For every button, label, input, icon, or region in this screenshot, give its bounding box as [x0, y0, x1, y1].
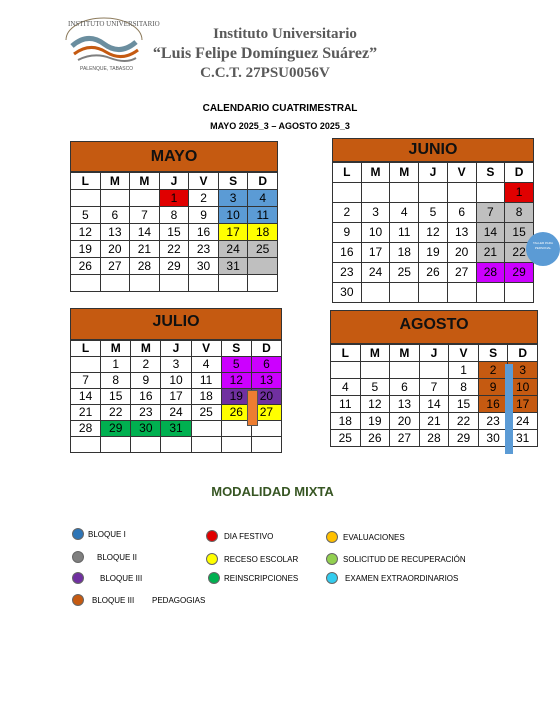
calendar-week-row [71, 373, 282, 389]
calendar-day-cell: 30 [189, 258, 219, 275]
institution-logo [58, 10, 160, 74]
calendar-day-cell: 1 [101, 357, 131, 373]
calendar-week-row [71, 258, 278, 275]
calendar-day-cell: 28 [419, 430, 449, 447]
calendar-day-cell: 16 [478, 396, 508, 413]
day-header: J [419, 345, 449, 362]
calendar-day-cell: 16 [333, 243, 362, 263]
month-header-junio: JUNIO [332, 138, 534, 162]
calendar-day-cell: 20 [100, 241, 130, 258]
block-bar-agosto [505, 364, 513, 454]
day-header: S [218, 173, 248, 190]
day-header: S [221, 341, 251, 357]
calendar-day-cell [476, 283, 505, 303]
calendar-day-cell: 24 [218, 241, 248, 258]
calendar-day-cell: 25 [248, 241, 278, 258]
calendar-day-cell: 13 [251, 373, 281, 389]
calendar-day-cell: 21 [71, 405, 101, 421]
calendar-day-cell: 5 [71, 207, 101, 224]
calendar-day-cell: 22 [449, 413, 479, 430]
day-header: L [71, 173, 101, 190]
legend-dot [326, 553, 338, 565]
calendar-week-row [71, 224, 278, 241]
day-header: J [159, 173, 189, 190]
calendar-day-cell [71, 357, 101, 373]
calendar-day-cell: 1 [505, 183, 534, 203]
calendar-day-cell: 23 [189, 241, 219, 258]
calendar-day-cell: 3 [361, 203, 390, 223]
calendar-day-cell: 4 [191, 357, 221, 373]
calendar-day-cell: 8 [159, 207, 189, 224]
calendar-day-cell: 7 [419, 379, 449, 396]
calendar-day-cell: 19 [360, 413, 390, 430]
day-header: M [390, 345, 420, 362]
calendar-day-cell: 22 [101, 405, 131, 421]
calendar-day-cell: 10 [218, 207, 248, 224]
calendar-day-cell [191, 437, 221, 453]
calendar-day-cell: 3 [161, 357, 191, 373]
calendar-day-cell: 30 [478, 430, 508, 447]
calendar-day-cell [333, 183, 362, 203]
calendar-day-cell: 15 [159, 224, 189, 241]
calendar-day-cell: 28 [130, 258, 160, 275]
calendar-day-cell: 29 [159, 258, 189, 275]
day-header: M [100, 173, 130, 190]
calendar-day-cell: 9 [189, 207, 219, 224]
calendar-day-cell: 19 [419, 243, 448, 263]
calendar-day-cell [161, 437, 191, 453]
calendar-day-cell [447, 283, 476, 303]
calendar-day-cell: 8 [505, 203, 534, 223]
calendar-day-cell [419, 362, 449, 379]
legend-label: PEDAGOGIAS [152, 596, 206, 605]
calendar-day-cell: 27 [251, 405, 281, 421]
calendar-day-cell: 29 [449, 430, 479, 447]
calendar-day-cell: 24 [361, 263, 390, 283]
day-header: S [476, 163, 505, 183]
day-header: D [251, 341, 281, 357]
legend-dot [72, 594, 84, 606]
calendar-day-cell: 7 [130, 207, 160, 224]
calendar-day-cell: 2 [189, 190, 219, 207]
calendar-day-cell: 26 [71, 258, 101, 275]
day-header: M [360, 345, 390, 362]
calendar-day-cell: 9 [478, 379, 508, 396]
day-header: V [189, 173, 219, 190]
calendar-day-cell: 4 [248, 190, 278, 207]
calendar-day-cell: 7 [476, 203, 505, 223]
legend-dot [208, 572, 220, 584]
calendar-day-cell: 11 [191, 373, 221, 389]
calendar-day-cell: 22 [505, 243, 534, 263]
calendar-day-cell [331, 362, 361, 379]
calendar-day-cell: 22 [159, 241, 189, 258]
header-line-1: Instituto Universitario [213, 26, 357, 42]
day-header: L [71, 341, 101, 357]
calendar-day-cell: 27 [447, 263, 476, 283]
calendar-day-cell: 16 [189, 224, 219, 241]
calendar-day-cell: 15 [101, 389, 131, 405]
calendar-day-cell: 15 [449, 396, 479, 413]
day-header: D [508, 345, 538, 362]
calendar-day-cell [390, 183, 419, 203]
calendar-grid-junio [332, 162, 534, 303]
calendar-day-cell: 19 [71, 241, 101, 258]
calendar-day-cell: 29 [101, 421, 131, 437]
calendar-day-cell [130, 275, 160, 292]
calendar-week-row [333, 243, 534, 263]
calendar-day-cell [447, 183, 476, 203]
legend-label: BLOQUE II [97, 553, 138, 562]
calendar-day-cell: 17 [361, 243, 390, 263]
calendar-day-cell: 8 [449, 379, 479, 396]
calendar-day-cell: 8 [101, 373, 131, 389]
calendar-day-cell: 4 [390, 203, 419, 223]
calendar-day-cell: 17 [161, 389, 191, 405]
legend-label: SOLICITUD DE RECUPERACIÓN [343, 555, 466, 564]
calendar-day-cell: 17 [218, 224, 248, 241]
day-header: M [361, 163, 390, 183]
day-header: J [161, 341, 191, 357]
calendar-day-cell: 26 [221, 405, 251, 421]
calendar-day-cell: 6 [100, 207, 130, 224]
legend-label: BLOQUE III [92, 596, 135, 605]
calendar-day-cell: 20 [251, 389, 281, 405]
calendar-day-cell [189, 275, 219, 292]
evaluation-bar-julio [247, 390, 258, 426]
callout-bubble [526, 232, 560, 266]
calendar-day-cell: 4 [331, 379, 361, 396]
calendar-day-cell: 7 [71, 373, 101, 389]
calendar-week-row [71, 207, 278, 224]
calendar-day-cell: 1 [449, 362, 479, 379]
calendar-day-cell: 16 [131, 389, 161, 405]
calendar-day-cell: 5 [221, 357, 251, 373]
calendar-day-cell: 10 [161, 373, 191, 389]
calendar-day-cell: 11 [331, 396, 361, 413]
calendar-day-cell: 2 [333, 203, 362, 223]
callout-text: TALLER PARA PERSONAL [533, 241, 553, 250]
calendar-day-cell: 31 [508, 430, 538, 447]
day-header: D [505, 163, 534, 183]
calendar-day-cell: 10 [361, 223, 390, 243]
calendar-day-cell [71, 437, 101, 453]
calendar-day-cell: 13 [447, 223, 476, 243]
calendar-day-cell: 31 [161, 421, 191, 437]
calendar-day-cell: 27 [390, 430, 420, 447]
calendar-day-cell: 2 [478, 362, 508, 379]
calendar-week-row [71, 437, 282, 453]
legend-label: REINSCRIPCIONES [224, 574, 299, 583]
calendar-day-cell: 28 [71, 421, 101, 437]
calendar-day-cell [419, 283, 448, 303]
calendar-day-cell: 17 [508, 396, 538, 413]
calendar-day-cell [71, 190, 101, 207]
calendar-day-cell: 18 [191, 389, 221, 405]
day-header: V [191, 341, 221, 357]
calendar-day-cell [390, 362, 420, 379]
calendar-day-cell: 14 [71, 389, 101, 405]
calendar-day-cell [361, 283, 390, 303]
calendar-day-cell [101, 437, 131, 453]
day-header: M [130, 173, 160, 190]
calendar-day-cell: 15 [505, 223, 534, 243]
calendar-day-cell [218, 275, 248, 292]
calendar-week-row [333, 223, 534, 243]
calendar-day-cell [191, 421, 221, 437]
calendar-day-cell: 12 [221, 373, 251, 389]
calendar-day-cell: 12 [71, 224, 101, 241]
calendar-day-cell [71, 275, 101, 292]
legend-dot [72, 572, 84, 584]
calendar-day-cell: 28 [476, 263, 505, 283]
calendar-day-cell: 6 [251, 357, 281, 373]
legend-label: RECESO ESCOLAR [224, 555, 299, 564]
day-header: D [248, 173, 278, 190]
calendar-day-cell [248, 275, 278, 292]
calendar-day-cell: 18 [248, 224, 278, 241]
calendar-day-cell [361, 183, 390, 203]
calendar-day-cell: 14 [130, 224, 160, 241]
calendar-day-cell: 18 [331, 413, 361, 430]
calendar-day-cell: 27 [100, 258, 130, 275]
legend-dot [326, 531, 338, 543]
legend-dot [72, 528, 84, 540]
calendar-day-cell [476, 183, 505, 203]
calendar-day-cell: 21 [130, 241, 160, 258]
calendar-day-cell: 25 [331, 430, 361, 447]
calendar-day-cell: 11 [390, 223, 419, 243]
legend-dot [326, 572, 338, 584]
legend-label: EXAMEN EXTRAORDINARIOS [345, 574, 459, 583]
calendar-week-row [71, 241, 278, 258]
day-header: V [449, 345, 479, 362]
calendar-week-row [71, 357, 282, 373]
calendar-day-cell: 5 [419, 203, 448, 223]
calendar-day-cell: 5 [360, 379, 390, 396]
calendar-day-cell: 30 [333, 283, 362, 303]
svg-text:PALENQUE, TABASCO: PALENQUE, TABASCO [80, 66, 134, 72]
day-header: M [390, 163, 419, 183]
calendar-day-cell [419, 183, 448, 203]
calendar-subtitle: MAYO 2025_3 – AGOSTO 2025_3 [210, 121, 350, 131]
calendar-day-cell: 12 [419, 223, 448, 243]
calendar-day-cell: 20 [447, 243, 476, 263]
header-line-3: C.C.T. 27PSU0056V [200, 65, 330, 81]
calendar-week-row [71, 275, 278, 292]
calendar-day-cell: 23 [478, 413, 508, 430]
calendar-day-cell [131, 437, 161, 453]
calendar-day-cell: 26 [419, 263, 448, 283]
calendar-day-cell: 30 [131, 421, 161, 437]
calendar-day-cell: 23 [131, 405, 161, 421]
calendar-day-cell: 6 [390, 379, 420, 396]
calendar-day-cell [100, 190, 130, 207]
month-header-mayo: MAYO [70, 141, 278, 172]
calendar-day-cell [130, 190, 160, 207]
calendar-day-cell: 29 [505, 263, 534, 283]
calendar-day-cell: 25 [191, 405, 221, 421]
calendar-day-cell: 14 [419, 396, 449, 413]
svg-text:INSTITUTO UNIVERSITARIO: INSTITUTO UNIVERSITARIO [68, 20, 160, 28]
calendar-day-cell: 12 [360, 396, 390, 413]
month-header-julio: JULIO [70, 308, 282, 340]
calendar-week-row [333, 183, 534, 203]
calendar-day-cell: 14 [476, 223, 505, 243]
day-header: M [101, 341, 131, 357]
calendar-week-row [71, 190, 278, 207]
calendar-day-cell [390, 283, 419, 303]
calendar-day-cell: 10 [508, 379, 538, 396]
calendar-day-cell: 13 [100, 224, 130, 241]
day-header: S [478, 345, 508, 362]
calendar-day-cell: 20 [390, 413, 420, 430]
calendar-day-cell: 2 [131, 357, 161, 373]
calendar-day-cell: 21 [419, 413, 449, 430]
calendar-day-cell [360, 362, 390, 379]
calendar-day-cell [100, 275, 130, 292]
legend-dot [206, 530, 218, 542]
calendar-day-cell [248, 258, 278, 275]
calendar-day-cell [251, 437, 281, 453]
legend-label: BLOQUE I [88, 530, 126, 539]
calendar-week-row [333, 283, 534, 303]
calendar-day-cell: 31 [218, 258, 248, 275]
legend-dot [206, 553, 218, 565]
legend-dot [72, 551, 84, 563]
calendar-day-cell: 25 [390, 263, 419, 283]
calendar-week-row [333, 203, 534, 223]
header-line-2: “Luis Felipe Domínguez Suárez” [152, 45, 378, 62]
calendar-day-cell: 21 [476, 243, 505, 263]
legend-label: EVALUACIONES [343, 533, 405, 542]
calendar-day-cell: 9 [333, 223, 362, 243]
calendar-day-cell: 13 [390, 396, 420, 413]
calendar-day-cell: 24 [161, 405, 191, 421]
calendar-day-cell: 23 [333, 263, 362, 283]
calendar-week-row [333, 263, 534, 283]
calendar-day-cell: 19 [221, 389, 251, 405]
calendar-day-cell [505, 283, 534, 303]
day-header: J [419, 163, 448, 183]
modalidad-label: MODALIDAD MIXTA [211, 484, 334, 499]
day-header: L [333, 163, 362, 183]
calendar-day-cell: 3 [218, 190, 248, 207]
day-header: M [131, 341, 161, 357]
calendar-day-cell: 6 [447, 203, 476, 223]
calendar-day-cell: 11 [248, 207, 278, 224]
day-header: V [447, 163, 476, 183]
month-header-agosto: AGOSTO [330, 310, 538, 344]
calendar-day-cell [159, 275, 189, 292]
calendar-day-cell: 1 [159, 190, 189, 207]
calendar-day-cell: 3 [508, 362, 538, 379]
legend-label: DIA FESTIVO [224, 532, 274, 541]
calendar-day-cell: 9 [131, 373, 161, 389]
calendar-day-cell: 26 [360, 430, 390, 447]
calendar-day-cell: 24 [508, 413, 538, 430]
day-header: L [331, 345, 361, 362]
calendar-title: CALENDARIO CUATRIMESTRAL [202, 103, 358, 114]
calendar-day-cell [221, 437, 251, 453]
calendar-day-cell: 18 [390, 243, 419, 263]
legend-label: BLOQUE III [100, 574, 143, 583]
calendar-grid-mayo [70, 172, 278, 292]
